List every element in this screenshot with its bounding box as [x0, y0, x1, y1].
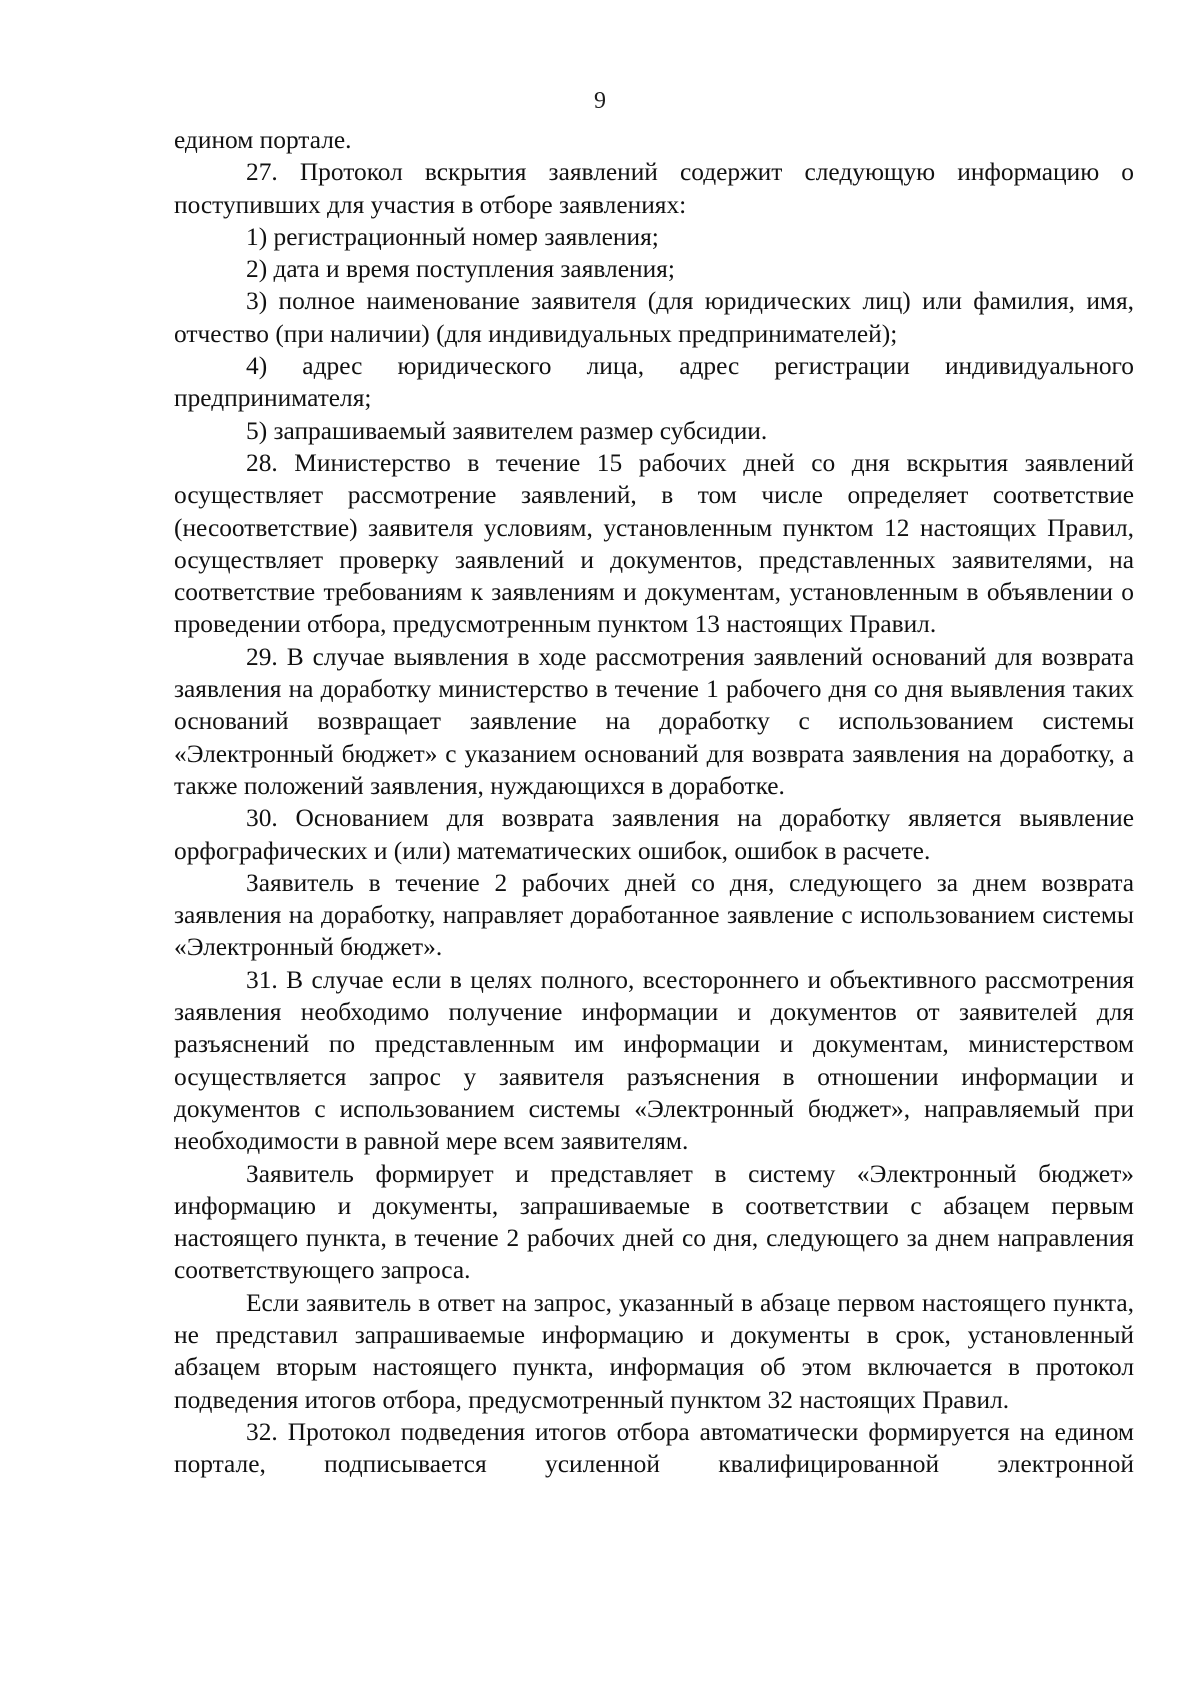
paragraph-continuation: едином портале. [174, 126, 352, 154]
paragraph-31-clause-3: Если заявитель в ответ на запрос, указанный в абзаце первом настоящего пункта, не представил запрашиваемые информацию и документы в срок, установленный абзацем вторым настоящего пункта, информация об этом включается в протокол подведения итогов отбора, предусмотренный пунктом 32 настоящих Правил. [174, 1288, 1134, 1414]
list-item-5: 5) запрашиваемый заявителем размер субсидии. [246, 416, 768, 445]
paragraph-27: 27. Протокол вскрытия заявлений содержит следующую информацию о поступивших для участия в отборе заявлениях: [174, 158, 1134, 219]
paragraph-30-clause-2: Заявитель в течение 2 рабочих дней со дня, следующего за днем возврата заявления на доработку, направляет доработанное заявление с использованием системы «Электронный бюджет». [174, 868, 1134, 962]
list-item-2: 2) дата и время поступления заявления; [246, 255, 675, 284]
paragraph-29: 29. В случае выявления в ходе рассмотрения заявлений оснований для возврата заявления на доработку министерство в течение 1 рабочего дня со дня выявления таких оснований возвращает заявление на доработку с использованием системы «Электронный бюджет» с указанием оснований для возврата заявления на доработку, а также положений заявления, нуждающихся в доработке. [174, 642, 1134, 800]
paragraph-28: 28. Министерство в течение 15 рабочих дней со дня вскрытия заявлений осуществляет рассмотрение заявлений, в том числе определяет соответствие (несоответствие) заявителя условиям, установленным пунктом 12 настоящих Правил, осуществляет проверку заявлений и документов, представленных заявителями, на соответствие требованиям к заявлениям и документам, установленным в объявлении о проведении отбора, предусмотренным пунктом 13 настоящих Правил. [174, 448, 1134, 639]
page-number: 9 [594, 88, 606, 114]
paragraph-31: 31. В случае если в целях полного, всестороннего и объективного рассмотрения заявления необходимо получение информации и документов от заявителей для разъяснений по представленным им информации и документам, министерством осуществляется запрос у заявителя разъяснения в отношении информации и документов с использованием системы «Электронный бюджет», направляемый при необходимости в равной мере всем заявителям. [174, 965, 1134, 1156]
paragraph-30: 30. Основанием для возврата заявления на доработку является выявление орфографических и (или) математических ошибок, ошибок в расчете. [174, 804, 1134, 865]
paragraph-31-clause-2: Заявитель формирует и представляет в систему «Электронный бюджет» информацию и документы, запрашиваемые в соответствии с абзацем первым настоящего пункта, в течение 2 рабочих дней со дня, следующего за днем направления соответствующего запроса. [174, 1159, 1134, 1285]
list-item-1: 1) регистрационный номер заявления; [246, 222, 659, 251]
paragraph-32: 32. Протокол подведения итогов отбора автоматически формируется на едином портале, подписывается усиленной квалифицированной электронной [174, 1417, 1134, 1479]
list-item-4: 4) адрес юридического лица, адрес регистрации индивидуального предпринимателя; [174, 352, 1134, 413]
list-item-3: 3) полное наименование заявителя (для юридических лиц) или фамилия, имя, отчество (при наличии) (для индивидуальных предпринимателей); [174, 287, 1134, 348]
document-body [174, 124, 1134, 1480]
